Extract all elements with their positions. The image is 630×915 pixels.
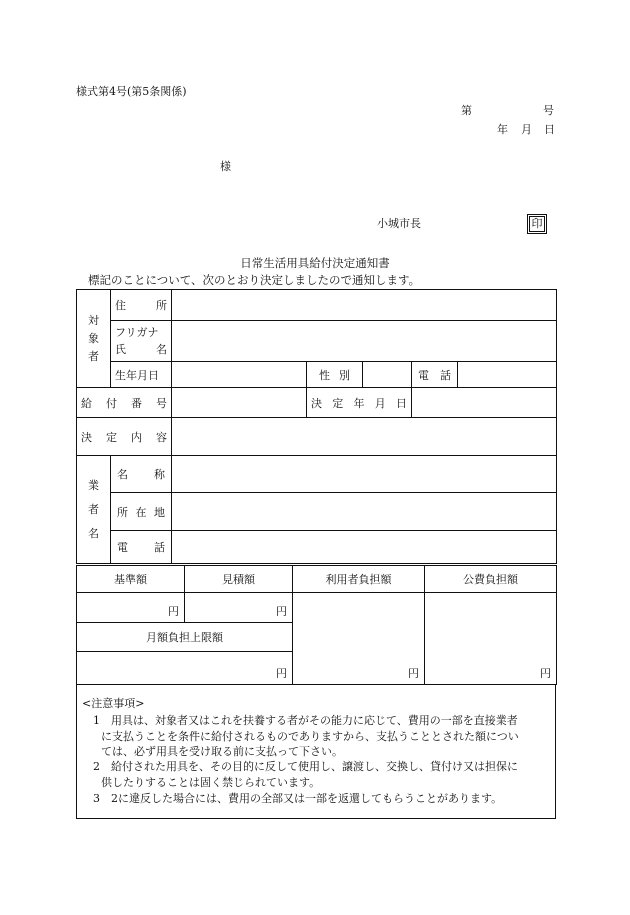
gender-label: 性 別 (307, 362, 363, 388)
note-line: 1 用具は、対象者又はこれを扶養する者がその能力に応じて、費用の一部を直接業者 (93, 714, 518, 727)
address-label: 住 所 (111, 290, 172, 321)
issuer: 小城市長 (377, 217, 421, 230)
main-form-table (76, 289, 557, 564)
vendor-name-field[interactable] (172, 456, 557, 493)
vendor-phone-label: 電 話 (111, 531, 172, 564)
subject-group-label: 対 象 者 (77, 290, 111, 388)
date-month: 月 (521, 123, 532, 136)
user-burden-field[interactable] (293, 593, 425, 685)
yen-unit: 円 (540, 667, 551, 680)
decision-content-field[interactable] (172, 418, 557, 456)
address-field[interactable] (172, 290, 557, 321)
name-label: フリガナ 氏 名 (111, 321, 172, 362)
decision-content-label: 決 定 内 容 (77, 418, 172, 456)
public-burden-field[interactable] (425, 593, 557, 685)
form-title: 日常生活用具給付決定通知書 (240, 256, 390, 270)
monthly-limit-label: 月額負担上限額 (77, 623, 293, 652)
note-line: 2 給付された用具を、その目的に反して使用し、譲渡し、交換し、貸付け又は担保に (93, 760, 518, 773)
note-line: ては、必ず用具を受け取る前に支払って下さい。 (101, 745, 343, 758)
vendor-name-label: 名 称 (111, 456, 172, 493)
intro-text: 標記のことについて、次のとおり決定しましたので通知します。 (88, 273, 421, 287)
addressee-honorific: 様 (220, 160, 231, 173)
standard-amount-field[interactable] (77, 593, 185, 623)
yen-unit: 円 (408, 667, 419, 680)
user-burden-header: 利用者負担額 (293, 566, 425, 593)
notes-heading: <注意事項> (82, 697, 145, 710)
note-line: 供したりすることは固く禁じられています。 (101, 776, 321, 789)
estimate-amount-field[interactable] (185, 593, 293, 623)
vendor-group-label: 業 者 名 (77, 456, 111, 564)
date-year: 年 (497, 123, 508, 136)
grant-number-label: 給 付 番 号 (77, 388, 172, 418)
vendor-location-field[interactable] (172, 493, 557, 531)
name-field[interactable] (172, 321, 557, 362)
amount-table (76, 565, 557, 685)
yen-unit: 円 (276, 605, 287, 618)
note-line: に支払うことを条件に給付されるものでありますから、支払うこととされた額につい (101, 730, 519, 743)
estimate-amount-header: 見積額 (185, 566, 293, 593)
form-code: 様式第4号(第5条関係) (76, 85, 187, 98)
vendor-location-label: 所 在 地 (111, 493, 172, 531)
number-label: 第 (461, 104, 472, 117)
standard-amount-header: 基準額 (77, 566, 185, 593)
phone-field[interactable] (458, 362, 557, 388)
grant-number-field[interactable] (172, 388, 307, 418)
decision-date-label: 決 定 年 月 日 (307, 388, 412, 418)
public-burden-header: 公費負担額 (425, 566, 557, 593)
note-line: 3 2に違反した場合には、費用の全部又は一部を返還してもらうことがあります。 (93, 792, 503, 805)
decision-date-field[interactable] (412, 388, 557, 418)
yen-unit: 円 (168, 605, 179, 618)
phone-label: 電 話 (412, 362, 458, 388)
date-day: 日 (544, 123, 555, 136)
notes-box (76, 684, 556, 819)
vendor-phone-field[interactable] (172, 531, 557, 564)
yen-unit: 円 (276, 667, 287, 680)
gender-field[interactable] (363, 362, 412, 388)
birthdate-field[interactable] (172, 362, 307, 388)
birthdate-label: 生年月日 (111, 362, 172, 388)
monthly-limit-field[interactable] (77, 652, 293, 685)
number-suffix: 号 (543, 104, 554, 117)
seal-mark: 印 (529, 216, 545, 232)
